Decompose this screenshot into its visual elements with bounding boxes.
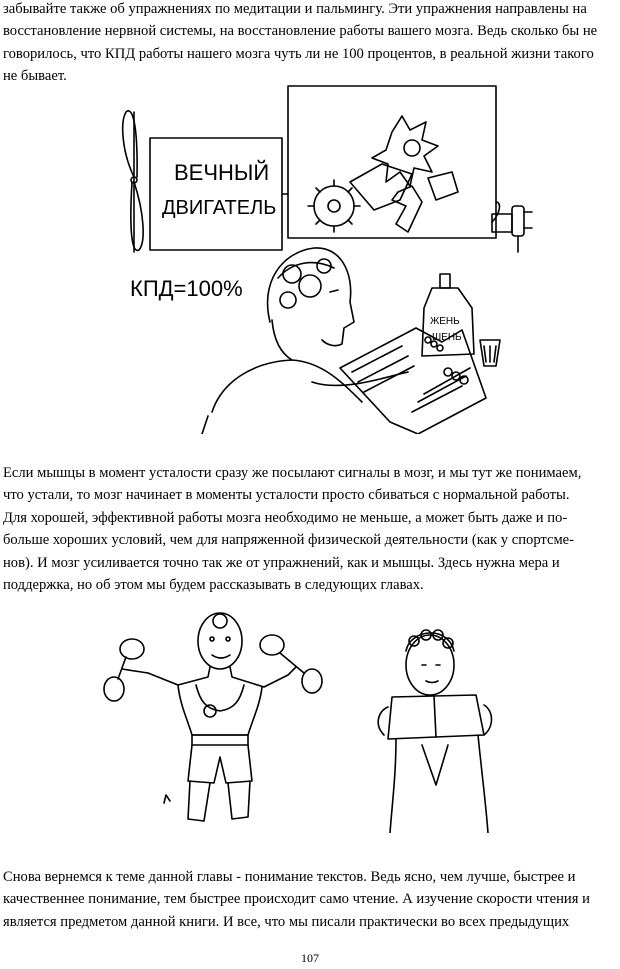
propeller-drawing	[123, 111, 143, 252]
text-line: Снова вернемся к теме данной главы - понимание текстов. Ведь ясно, чем лучше, быстрее и	[3, 869, 576, 885]
sign-board	[150, 138, 282, 250]
text-line: говорилось, что КПД работы нашего мозга чуть ли не 100 процентов, в реальной жизни такого	[3, 45, 594, 62]
strongman-drawing	[104, 613, 322, 821]
sign-text-line1: ВЕЧНЫЙ	[174, 160, 270, 185]
efficiency-label: КПД=100%	[130, 276, 243, 301]
cup-drawing	[480, 340, 500, 366]
illustration-perpetual-motion	[82, 82, 544, 434]
text-line: Для хорошей, эффективной работы мозга необходимо не меньше, а может быть даже и по-	[3, 509, 568, 526]
text-line: восстановление нервной системы, на восстановление работы вашего мозга. Ведь сколько бы не	[3, 23, 598, 40]
paragraph-1	[3, 0, 615, 88]
text-line: нов). И мозг усиливается точно так же от упражнений, как и мышцы. Здесь нужна мера и	[3, 554, 560, 571]
paragraph-2	[3, 462, 615, 596]
illustration-muscles-and-brain	[92, 585, 538, 833]
text-line: качественнее понимание, тем быстрее происходит само чтение. А изучение скорости чтения и	[3, 891, 590, 908]
text-line: что устали, то мозг начинает в моменты усталости просто сбиваться с нормальной работы.	[3, 487, 570, 504]
text-line: не бывает.	[3, 68, 67, 85]
text-line: забывайте также об упражнениях по медитации и пальмингу. Эти упражнения направлены на	[3, 1, 587, 17]
text-line: является предметом данной книги. И все, что мы писали практически во всех предыдущих	[3, 913, 570, 930]
text-line: поддержка, но об этом мы будем рассказывать в следующих главах.	[3, 577, 424, 594]
sign-text-line2: ДВИГАТЕЛЬ	[162, 197, 277, 219]
bottle-label-line1: ЖЕНЬ	[430, 316, 460, 327]
bottle-label-line2: ШЕНЬ	[432, 332, 462, 343]
machine-box	[288, 86, 496, 238]
paragraph-3	[3, 866, 615, 933]
text-line: больше хороших условий, чем для напряженной физической деятельности (как у спортсме-	[3, 532, 575, 549]
electrical-plug	[492, 202, 532, 252]
page-number: 107	[301, 951, 319, 965]
boy-reading-drawing	[378, 630, 491, 833]
machine-gears	[308, 116, 458, 232]
text-line: Если мышцы в момент усталости сразу же посылают сигналы в мозг, и мы тут же понимаем,	[3, 465, 582, 481]
